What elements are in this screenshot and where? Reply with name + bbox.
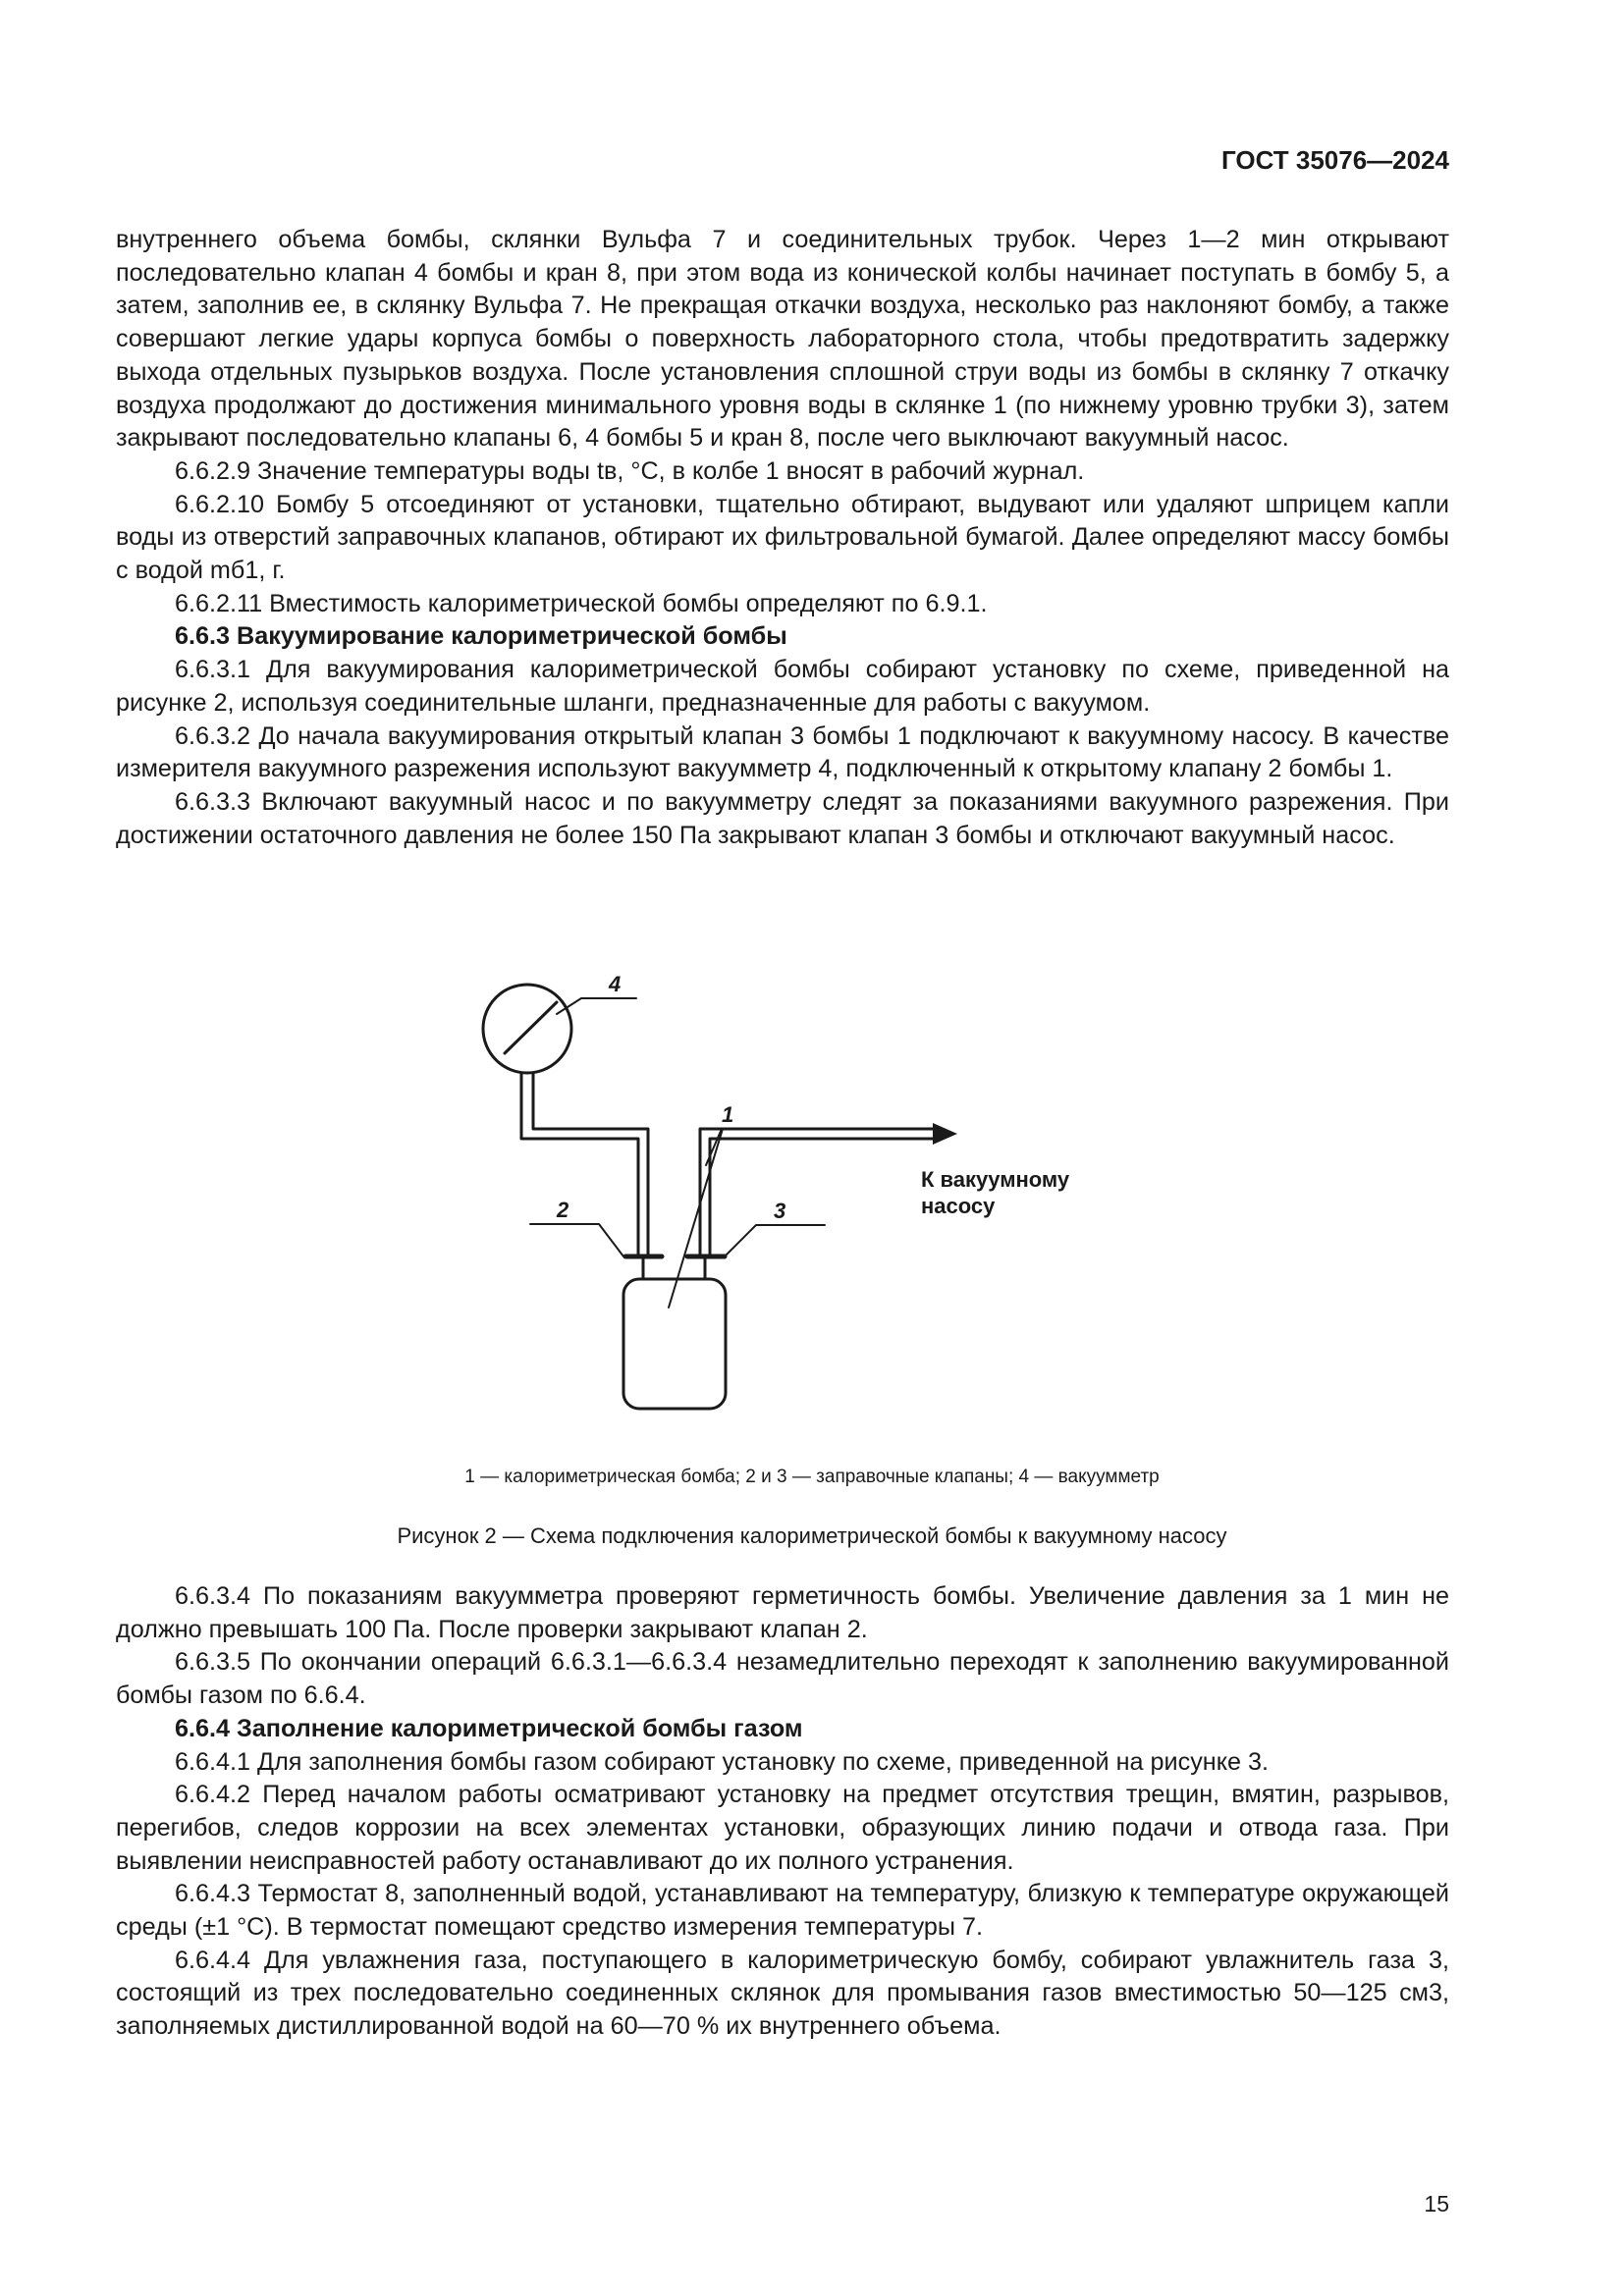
paragraph: 6.6.4.4 Для увлажнения газа, поступающего в калориметрическую бомбу, собирают увлажнитель газа 3, состоящий из трех последовательно соединенных склянок для промывания газов вместимостью 50—125 см3, заполняемых дистиллированной водой на 60—70 % их внутреннего объема.: [116, 1946, 1449, 2041]
pump-pipe-outer: [700, 1129, 933, 1256]
figure-label-3: 3: [774, 1199, 786, 1223]
paragraph: 6.6.3.2 До начала вакуумирования открытый клапан 3 бомбы 1 подключают к вакуумному насосу. В качестве измерителя вакуумного разрежения используют вакуумметр 4, подключенный к открытому клапану 2 бомбы 1.: [116, 721, 1449, 783]
paragraph: 6.6.2.11 Вместимость калориметрической бомбы определяют по 6.9.1.: [175, 589, 988, 617]
section-heading: 6.6.4 Заполнение калориметрической бомбы газом: [175, 1714, 803, 1742]
paragraph: 6.6.3.5 По окончании операций 6.6.3.1—6.6.3.4 незамедлительно переходят к заполнению вакуумированной бомбы газом по 6.6.4.: [116, 1648, 1449, 1710]
gauge-pipe-outer: [521, 1073, 638, 1256]
paragraph: 6.6.3.1 Для вакуумирования калориметрической бомбы собирают установку по схеме, приведенной на рисунке 2, используя соединительные шланги, предназначенные для работы с вакуумом.: [116, 656, 1449, 717]
leader-line-2: [530, 1224, 623, 1256]
page-number: 15: [1424, 2191, 1449, 2216]
gauge-needle: [505, 1002, 557, 1053]
calorimetric-bomb: [623, 1279, 726, 1409]
leader-line-1-path: [706, 1129, 766, 1165]
figure-label-1: 1: [722, 1102, 734, 1127]
gauge-pipe-inner: [533, 1073, 648, 1256]
figure-legend: 1 — калориметрическая бомба; 2 и 3 — заправочные клапаны; 4 — вакуумметр: [464, 1467, 1160, 1487]
body-text-top: [116, 224, 1449, 852]
paragraph: 6.6.3.4 По показаниям вакуумметра проверяют герметичность бомбы. Увеличение давления за 1 мин не должно превышать 100 Па. После проверки закрывают клапан 2.: [116, 1582, 1449, 1643]
figure-label-4: 4: [609, 972, 622, 996]
paragraph: 6.6.4.3 Термостат 8, заполненный водой, устанавливают на температуру, близкую к температуре окружающей среды (±1 °С). В термостат помещают средство измерения температуры 7.: [116, 1880, 1449, 1942]
body-text-bottom: [116, 1580, 1449, 2044]
paragraph: 6.6.2.9 Значение температуры воды tв, °С, в колбе 1 вносят в рабочий журнал.: [175, 456, 1085, 485]
arrow-right-icon: [933, 1123, 957, 1145]
scheme-diagram: [461, 972, 1070, 1433]
figure-label-2: 2: [557, 1198, 569, 1222]
figure-vacuum-scheme: [461, 972, 1070, 1433]
paragraph: внутреннего объема бомбы, склянки Вульфа 7 и соединительных трубок. Через 1—2 мин открывают последовательно клапан 4 бомбы и кран 8, при этом вода из конической колбы начинает поступать в бомбу 5, а затем, заполнив ее, в склянку Вульфа 7. Не прекращая откачки воздуха, несколько раз наклоняют бомбу, а также совершают легкие удары корпуса бомбы о поверхность лабораторного стола, чтобы предотвратить задержку выхода отдельных пузырьков воздуха. После установления сплошной струи воды из бомбы в склянку 7 откачку воздуха продолжают до достижения минимального уровня воды в склянке 1 (по нижнему уровню трубки 3), затем закрывают последовательно клапаны 6, 4 бомбы 5 и кран 8, после чего выключают вакуумный насос.: [116, 226, 1449, 453]
pump-destination-line1: К вакуумному: [921, 1167, 1070, 1192]
paragraph: 6.6.2.10 Бомбу 5 отсоединяют от установки, тщательно обтирают, выдувают или удаляют шприцем капли воды из отверстий заправочных клапанов, обтирают их фильтровальной бумагой. Далее определяют массу бомбы с водой mб1, г.: [116, 490, 1449, 585]
section-heading: 6.6.3 Вакуумирование калориметрической бомбы: [175, 622, 787, 651]
paragraph: 6.6.4.2 Перед началом работы осматривают установку на предмет отсутствия трещин, вмятин, разрывов, перегибов, следов коррозии на всех элементах установки, образующих линию подачи и отвода газа. При выявлении неисправностей работу останавливают до их полного устранения.: [116, 1781, 1449, 1875]
pump-destination-line2: насосу: [921, 1194, 996, 1218]
document-header: ГОСТ 35076—2024: [1221, 145, 1449, 175]
vacuum-gauge-dial: [483, 985, 571, 1073]
paragraph: 6.6.4.1 Для заполнения бомбы газом собирают установку по схеме, приведенной на рисунке 3.: [175, 1747, 1270, 1776]
paragraph: 6.6.3.3 Включают вакуумный насос и по вакуумметру следят за показаниями вакуумного разрежения. При достижении остаточного давления не более 150 Па закрывают клапан 3 бомбы и отключают вакуумный насос.: [116, 787, 1449, 849]
leader-line-3: [725, 1225, 825, 1256]
figure-caption: Рисунок 2 — Схема подключения калориметрической бомбы к вакуумному насосу: [397, 1523, 1227, 1548]
